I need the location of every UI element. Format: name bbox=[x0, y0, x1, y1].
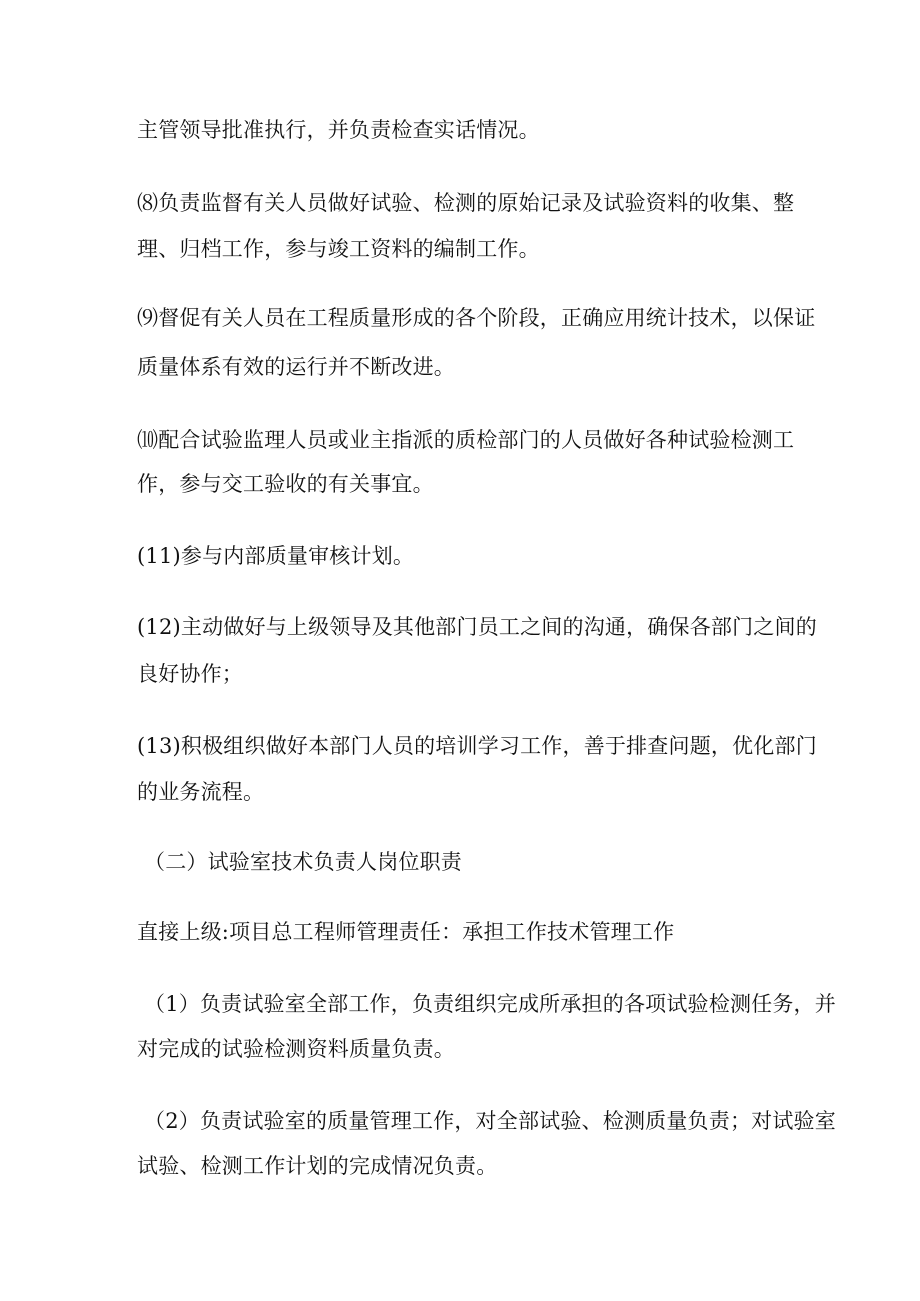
text-line: 试验、检测工作计划的完成情况负责。 bbox=[137, 1154, 498, 1178]
text-line: ⑼督促有关人员在工程质量形成的各个阶段，正确应用统计技术，以保证 bbox=[137, 306, 816, 330]
text-line: (11)参与内部质量审核计划。 bbox=[137, 544, 415, 568]
text-line: （1）负责试验室全部工作，负责组织完成所承担的各项试验检测任务，并 bbox=[144, 992, 836, 1016]
text-line: 对完成的试验检测资料质量负责。 bbox=[137, 1037, 455, 1061]
text-line: 作，参与交工验收的有关事宜。 bbox=[137, 472, 434, 496]
text-line: ⑻负责监督有关人员做好试验、检测的原始记录及试验资料的收集、整 bbox=[137, 191, 795, 215]
text-line: 的业务流程。 bbox=[137, 780, 265, 804]
section-heading: （二）试验室技术负责人岗位职责 bbox=[144, 850, 462, 874]
text-line: 主管领导批准执行，并负责检查实话情况。 bbox=[137, 118, 540, 142]
text-line: 理、归档工作，参与竣工资料的编制工作。 bbox=[137, 237, 540, 261]
text-line: 良好协作； bbox=[137, 662, 243, 686]
text-line: ⑽配合试验监理人员或业主指派的质检部门的人员做好各种试验检测工 bbox=[137, 428, 795, 452]
text-line: （2）负责试验室的质量管理工作，对全部试验、检测质量负责；对试验室 bbox=[144, 1109, 836, 1133]
text-line: 质量体系有效的运行并不断改进。 bbox=[137, 355, 455, 379]
text-line: (13)积极组织做好本部门人员的培训学习工作，善于排查问题，优化部门 bbox=[137, 734, 817, 758]
text-line: 直接上级:项目总工程师管理责任：承担工作技术管理工作 bbox=[137, 920, 675, 944]
text-line: (12)主动做好与上级领导及其他部门员工之间的沟通，确保各部门之间的 bbox=[137, 615, 817, 639]
